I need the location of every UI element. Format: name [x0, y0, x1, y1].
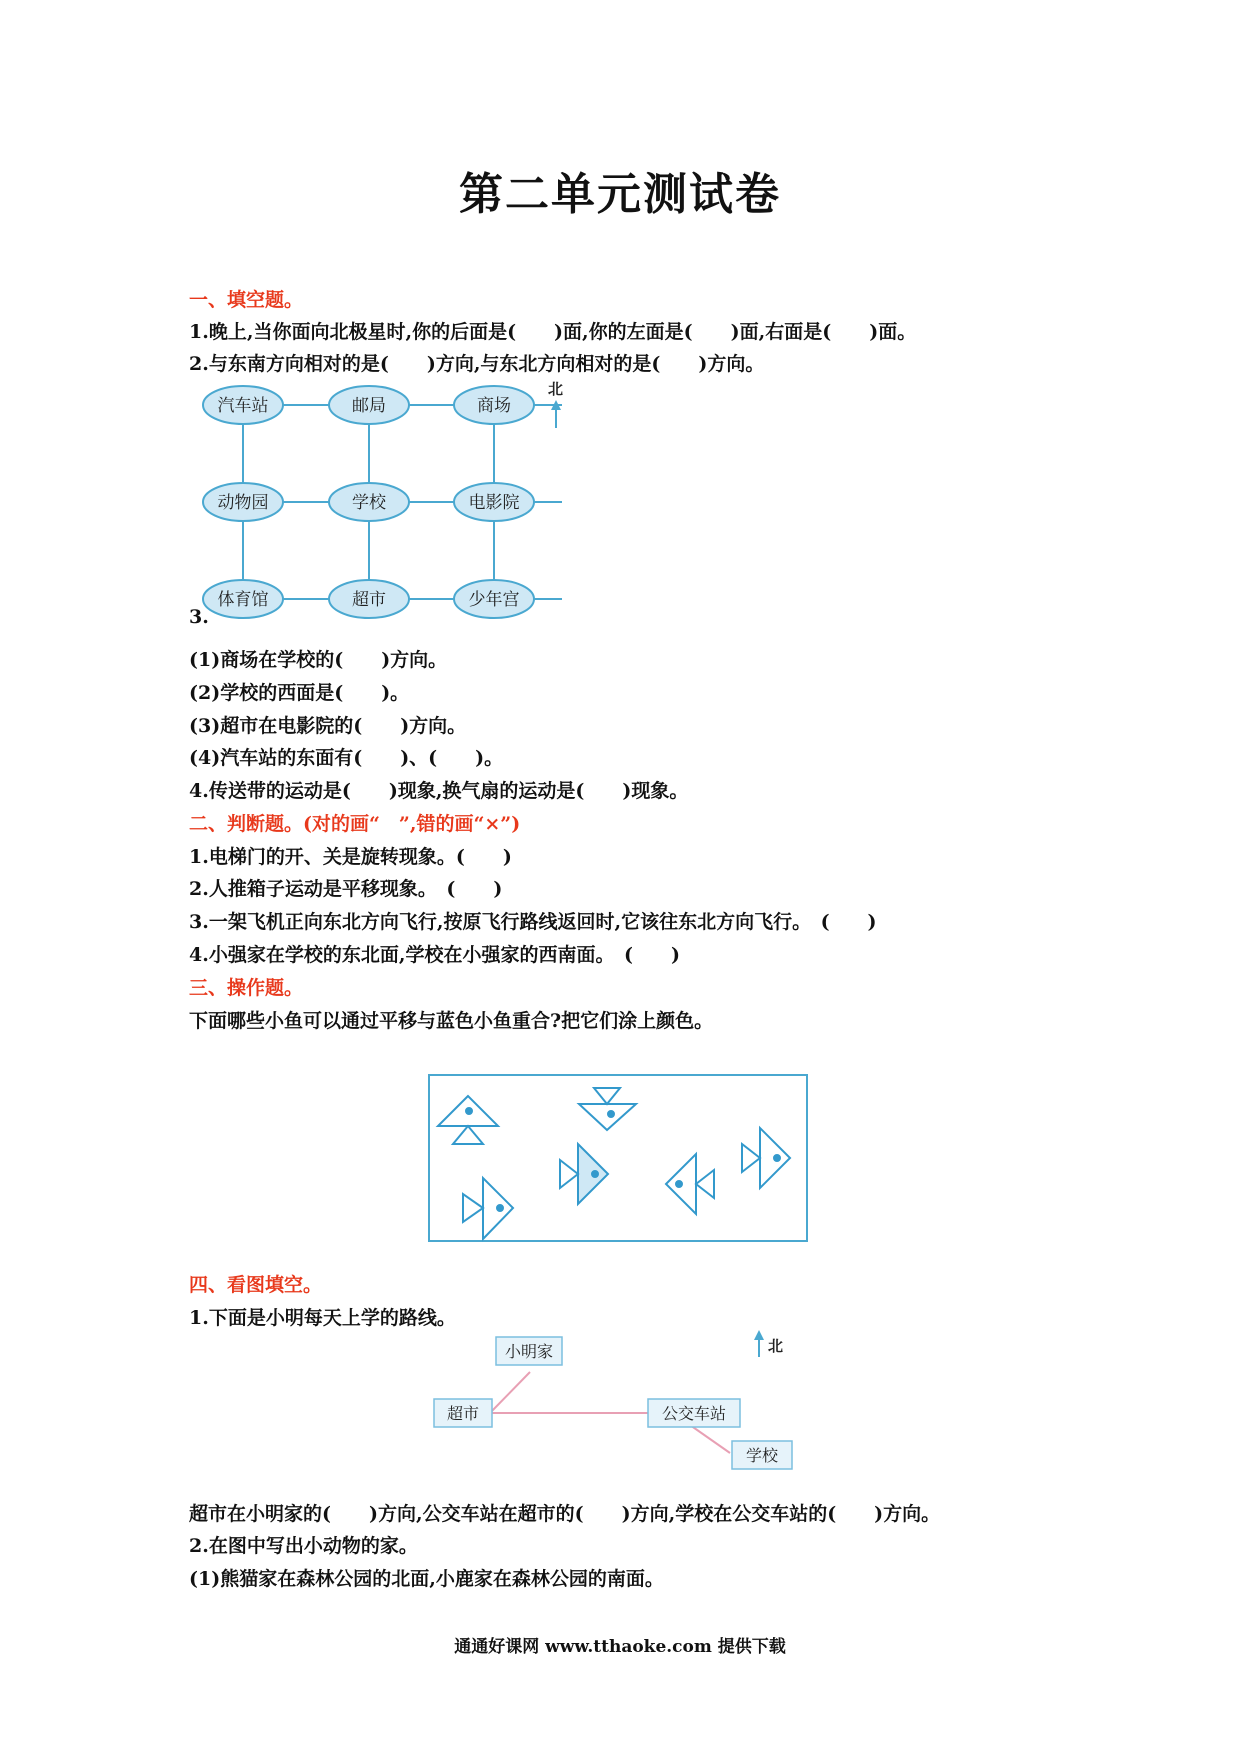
map-node-cinema: 电影院 — [468, 493, 520, 513]
route-north-label: 北 — [768, 1337, 784, 1355]
question-1-3-3: (3)超市在电影院的( )方向。 — [189, 715, 467, 737]
route-node-home: 小明家 — [504, 1342, 554, 1361]
judge-item-1: 1.电梯门的开、关是旋转现象。( ) — [189, 846, 512, 868]
map-node-gym: 体育馆 — [217, 590, 269, 610]
question-1-2: 2.与东南方向相对的是( )方向,与东北方向相对的是( )方向。 — [189, 353, 765, 375]
footer-text: 通通好课网 www.tthaoke.com 提供下载 — [454, 1637, 786, 1657]
map-node-mall: 商场 — [477, 396, 511, 416]
route-node-school: 学校 — [745, 1446, 779, 1465]
map-node-post-office: 邮局 — [352, 396, 386, 416]
question-4-2: 2.在图中写出小动物的家。 — [189, 1535, 418, 1557]
section1-heading: 一、填空题。 — [189, 289, 304, 311]
question-1-4: 4.传送带的运动是( )现象,换气扇的运动是( )现象。 — [189, 780, 689, 802]
fish-translation-figure — [428, 1074, 808, 1242]
section4-heading: 四、看图填空。 — [189, 1274, 323, 1296]
question-4-1: 1.下面是小明每天上学的路线。 — [189, 1307, 456, 1329]
route-node-bus-stop: 公交车站 — [661, 1404, 727, 1423]
question-1-3-2: (2)学校的西面是( )。 — [189, 682, 410, 704]
question-4-1-answer: 超市在小明家的( )方向,公交车站在超市的( )方向,学校在公交车站的( )方向。 — [189, 1503, 941, 1525]
fish-icon — [438, 1096, 498, 1144]
judge-item-3: 3.一架飞机正向东北方向飞行,按原飞行路线返回时,它该往东北方向飞行。 ( ) — [189, 911, 877, 933]
map-node-zoo: 动物园 — [217, 493, 269, 513]
fish-frame — [429, 1075, 807, 1241]
fish-icon — [742, 1128, 790, 1188]
section2-heading: 二、判断题。(对的画“ ”,错的画“×”) — [189, 813, 521, 835]
place-map-diagram — [195, 378, 575, 628]
blue-fish-icon — [560, 1144, 608, 1204]
question-1-3-label: 3. — [189, 606, 209, 628]
section3-heading: 三、操作题。 — [189, 977, 304, 999]
fish-icon — [463, 1178, 513, 1239]
map-node-youth-palace: 少年宫 — [468, 590, 520, 610]
question-1-3-1: (1)商场在学校的( )方向。 — [189, 649, 448, 671]
judge-item-2: 2.人推箱子运动是平移现象。 ( ) — [189, 878, 503, 900]
page-title: 第二单元测试卷 — [459, 169, 781, 220]
map-node-supermarket: 超市 — [352, 590, 386, 610]
question-1-1: 1.晚上,当你面向北极星时,你的后面是( )面,你的左面是( )面,右面是( )面。 — [189, 321, 917, 343]
route-node-market: 超市 — [446, 1404, 480, 1423]
fish-icon — [666, 1154, 714, 1214]
section3-prompt: 下面哪些小鱼可以通过平移与蓝色小鱼重合?把它们涂上颜色。 — [189, 1010, 714, 1032]
fish-icon — [579, 1088, 636, 1130]
map-north-label: 北 — [548, 380, 564, 398]
question-1-3-4: (4)汽车站的东面有( )、( )。 — [189, 747, 504, 769]
route-diagram — [430, 1327, 830, 1497]
map-node-bus-station: 汽车站 — [217, 396, 269, 416]
question-4-2-1: (1)熊猫家在森林公园的北面,小鹿家在森林公园的南面。 — [189, 1568, 664, 1590]
route-north-indicator — [754, 1330, 783, 1357]
route-north-arrow-icon — [754, 1330, 764, 1340]
map-node-school: 学校 — [352, 493, 386, 513]
judge-item-4: 4.小强家在学校的东北面,学校在小强家的西南面。 ( ) — [189, 944, 680, 966]
